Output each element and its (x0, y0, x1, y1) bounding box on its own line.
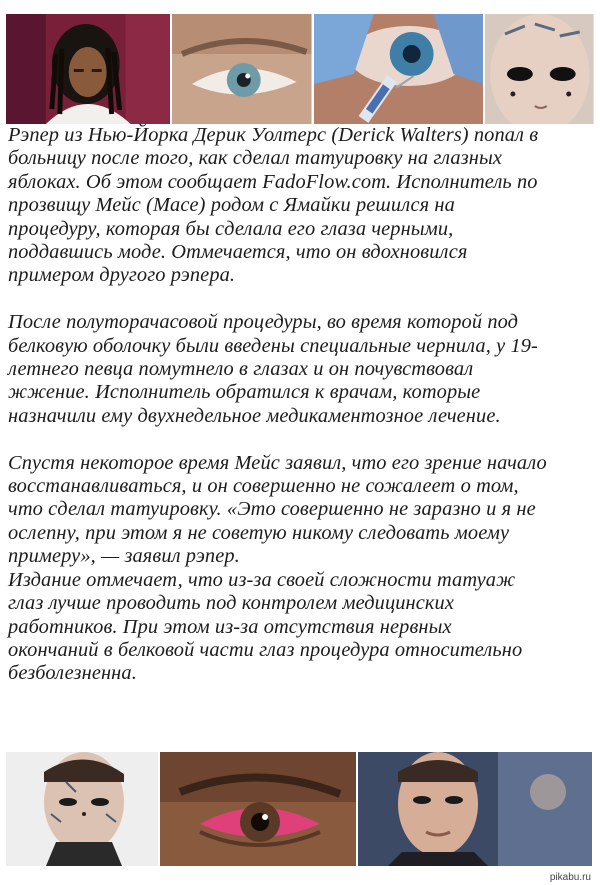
top-photo-strip (6, 14, 594, 124)
article-paragraph-3: Спустя некоторое время Мейс заявил, что его зрение начало восстанавливаться, и он совершенно не сожалеет о том, что сделал татуировку. «Это совершенно не заразно и я не ослепну, при этом я не советую никому следовать моему примеру», — заявил рэпер. (8, 451, 547, 568)
article-text (8, 124, 596, 686)
article-paragraph-2: После полуторачасовой процедуры, во время которой под белковую оболочку были введены специальные чернила, у 19- летнего певца помутнело в глазах и он почувствовал жжение. Исполнитель обратился к врачам, которые назначили ему двухнедельное медикаментозное лечение. (8, 311, 538, 427)
bottom-photo-strip (6, 752, 594, 866)
photo-tattooed-man-piercings (6, 752, 158, 866)
watermark-text: pikabu.ru (547, 872, 594, 883)
photo-tattooed-face-black-eyes (485, 14, 594, 124)
article-paragraph-4: Издание отмечает, что из-за своей сложности татуаж глаз лучше проводить под контролем медицинских работников. При этом из-за отсутствия нервных окончаний в белковой части глаз процедура относительно безболезненна. (8, 568, 523, 685)
photo-rapper-portrait (6, 14, 170, 124)
photo-man-in-studio (358, 752, 592, 866)
photo-pink-tattooed-eye (160, 752, 356, 866)
photo-blue-eye-closeup (172, 14, 312, 124)
photo-eye-tattoo-procedure (314, 14, 483, 124)
article-paragraph-1: Рэпер из Нью-Йорка Дерик Уолтерс (Derick Walters) попал в больницу после того, как сделал татуировку на глазных яблоках. Об этом сообщает FadoFlow.com. Исполнитель по прозвищу Мейс (Mace) родом с Ямайки решился на процедуру, которая бы сделала его глаза черными, поддавшись моде. Отмечается, что он вдохновился примером другого рэпера. (8, 124, 539, 287)
